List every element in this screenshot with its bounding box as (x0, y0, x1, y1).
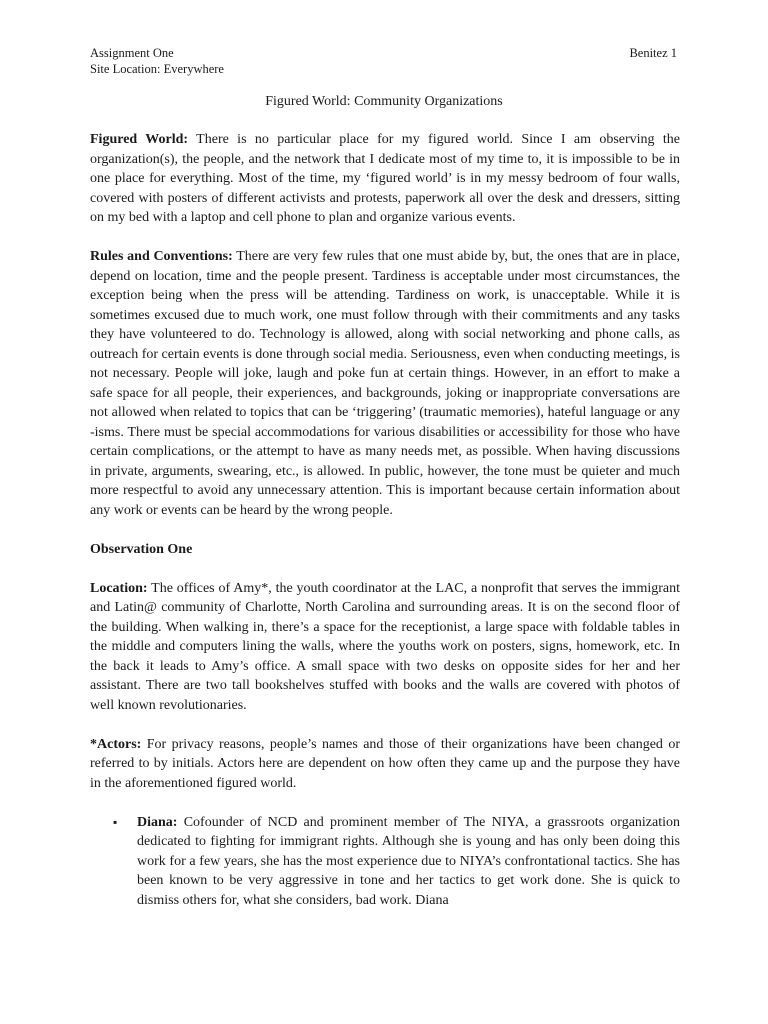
observation-heading-text: Observation One (90, 541, 193, 557)
site-location-label: Site Location: Everywhere (90, 62, 224, 76)
document-body (90, 130, 680, 910)
actor-name-label: Diana: (137, 814, 178, 830)
location-label: Location: (90, 580, 148, 596)
bullet-icon: ▪ (113, 814, 118, 829)
page-number-header: Benitez 1 (629, 46, 677, 60)
document-title: Figured World: Community Organizations (265, 94, 503, 109)
figured-world-paragraph (90, 130, 680, 228)
assignment-label: Assignment One (90, 46, 174, 60)
rules-paragraph (90, 247, 680, 520)
figured-world-label: Figured World: (90, 132, 189, 147)
location-text: The offices of Amy*, the youth coordinator at the LAC, a nonprofit that serves the immigrant and Latin@ community of Charlotte, North Carolina and surrounding areas. It is on the second floor of the building. When walking in, there’s a space for the receptionist, a large space with foldable tables in the middle and computers lining the walls, where the youths work on posters, signs, homework, etc. In the back it leads to Amy’s office. A small space with two desks on opposite sides for her and her assistant. There are two tall bookshelves stuffed with books and the walls are covered with photos of well known revolutionaries. (90, 580, 680, 713)
list-item-diana (113, 813, 680, 911)
location-paragraph (90, 579, 680, 716)
running-header-left (90, 45, 224, 77)
rules-label: Rules and Conventions: (90, 249, 233, 264)
rules-text: There are very few rules that one must abide by, but, the ones that are in place, depend on location, time and the people present. Tardiness is acceptable under most circumstances, the exception being when the press will be attending. Tardiness on work, is unacceptable. While it is sometimes excused due to much work, one must follow through with their commitments and any tasks they have volunteered to do. Technology is allowed, along with social networking and phone calls, as outreach for certain events is done through social media. Seriousness, even when conducting meetings, is not necessary. People will joke, laugh and poke fun at certain things. However, in an effort to make a safe space for all people, their experiences, and backgrounds, joking or inappropriate conversations are not allowed when related to topics that can be ‘triggering’ (traumatic memories), hateful language or any -isms. There must be special accommodations for various disabilities or accessibility for those who have certain complications, or the attempt to have as many needs met, as possible. When having discussions in private, arguments, swearing, etc., is allowed. In public, however, the tone must be quieter and much more respectful to avoid any unnecessary attention. This is important because certain information about any work or events can be heard by the wrong people. (90, 249, 680, 518)
figured-world-text: There is no particular place for my figured world. Since I am observing the organization(s), the people, and the network that I dedicate most of my time to, it is impossible to be in one place for everything. Most of the time, my ‘figured world’ is in my messy bedroom of four walls, covered with posters of different activists and protests, paperwork all over the desk and dressers, sitting on my bed with a laptop and cell phone to plan and organize various events. (90, 132, 680, 225)
actors-label: *Actors: (90, 736, 142, 752)
actors-list (90, 813, 680, 911)
actors-text: For privacy reasons, people’s names and those of their organizations have been changed or referred to by initials. Actors here are dependent on how often they came up and the purpose they have in the aforementioned figured world. (90, 736, 680, 791)
observation-heading (90, 540, 680, 560)
actors-paragraph (90, 735, 680, 794)
actor-description: Cofounder of NCD and prominent member of The NIYA, a grassroots organization dedicated to fighting for immigrant rights. Although she is young and has only been doing this work for a few years, she has the most experience due to NIYA’s confrontational tactics. She has been known to be very aggressive in tone and her tactics to get work done. She is quick to dismiss others for, what she considers, bad work. Diana (137, 814, 680, 908)
